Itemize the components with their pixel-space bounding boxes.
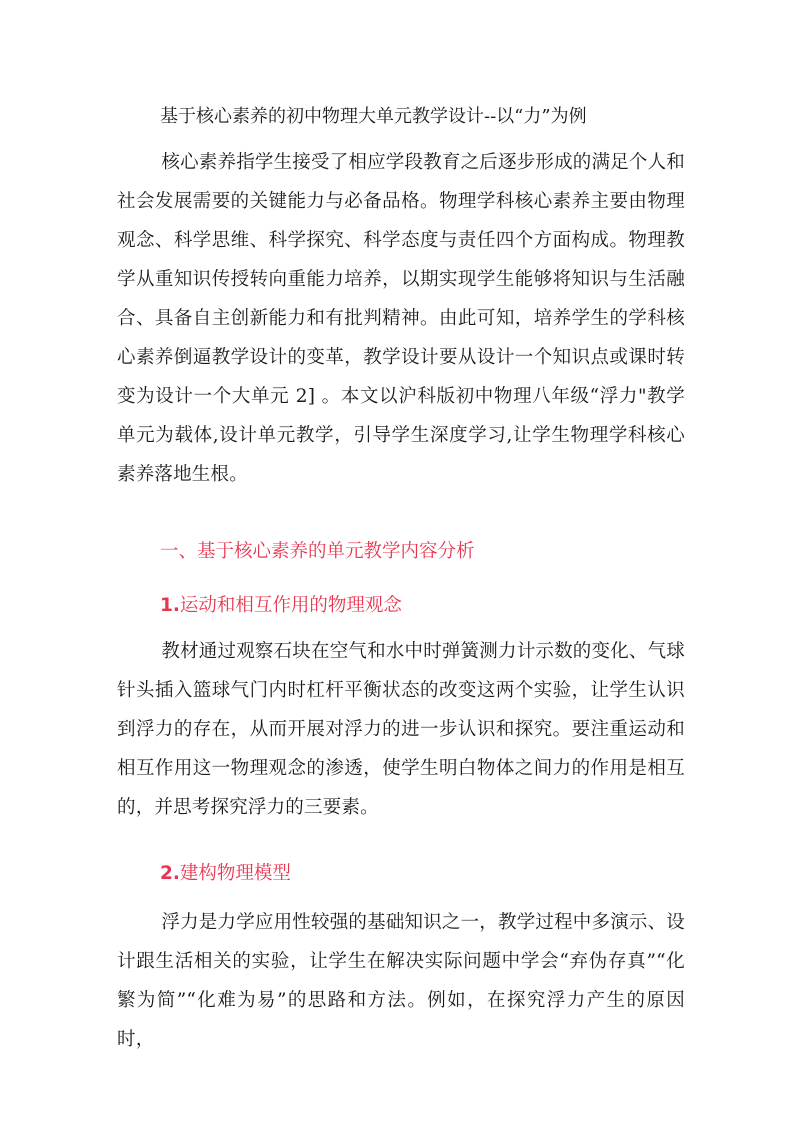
subsection-number: 1. <box>160 595 180 616</box>
subsection-heading-1 <box>160 593 402 619</box>
subsection-1-paragraph <box>117 632 685 827</box>
document-title: 基于核心素养的初中物理大单元教学设计--以“力”为例 <box>160 106 587 127</box>
intro-paragraph-text: 核心素养指学生接受了相应学段教育之后逐步形成的满足个人和社会发展需要的关键能力与必备品格。物理学科核心素养主要由物理观念、科学思维、科学探究、科学态度与责任四个方面构成。物理教学从重知识传授转向重能力培养，以期实现学生能够将知识与生活融合、具备自主创新能力和有批判精神。由此可知，培养学生的学科核心素养倒逼教学设计的变革，教学设计要从设计一个知识点或课时转变为设计一个大单元 2] 。本文以沪科版初中物理八年级“浮力"教学单元为载体,设计单元教学，引导学生深度学习,让学生物理学科核心素养落地生根。 <box>117 152 685 485</box>
intro-paragraph <box>117 143 685 494</box>
subsection-title: 运动和相互作用的物理观念 <box>179 595 402 616</box>
subsection-number: 2. <box>160 863 180 884</box>
subsection-heading-2 <box>160 861 291 887</box>
subsection-title: 建构物理模型 <box>179 863 291 884</box>
subsection-2-paragraph-text: 浮力是力学应用性较强的基础知识之一，教学过程中多演示、设计跟生活相关的实验，让学生在解决实际问题中学会“弃伪存真”“化繁为简”“化难为易”的思路和方法。例如，在探究浮力产生的原因时， <box>117 912 685 1050</box>
subsection-2-paragraph <box>117 903 685 1059</box>
section-heading-1: 一、基于核心素养的单元教学内容分析 <box>160 541 475 562</box>
subsection-1-paragraph-text: 教材通过观察石块在空气和水中时弹簧测力计示数的变化、气球针头插入篮球气门内时杠杆平衡状态的改变这两个实验，让学生认识到浮力的存在，从而开展对浮力的进一步认识和探究。要注重运动和相互作用这一物理观念的渗透，使学生明白物体之间力的作用是相互的，并思考探究浮力的三要素。 <box>117 641 685 818</box>
